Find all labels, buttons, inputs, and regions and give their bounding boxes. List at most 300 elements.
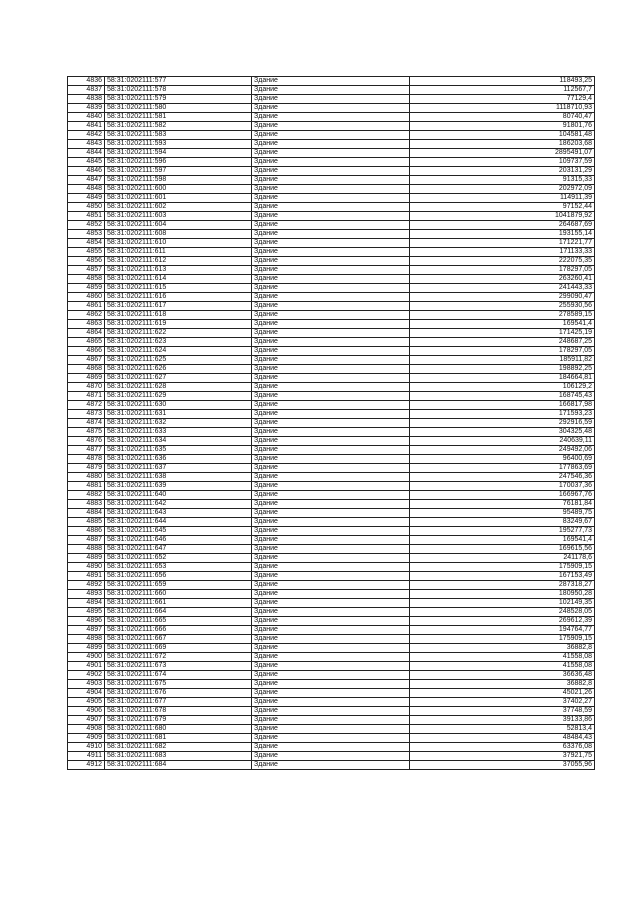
cadastral-number: 58:31:0202111:664 (105, 608, 252, 617)
cadastral-number: 58:31:0202111:626 (105, 365, 252, 374)
row-number: 4863 (68, 320, 105, 329)
row-number: 4859 (68, 284, 105, 293)
cadastral-value: 180950,28 (410, 590, 595, 599)
row-number: 4911 (68, 752, 105, 761)
table-row (68, 248, 595, 257)
object-type: Здание (252, 185, 410, 194)
cadastral-value: 175909,15 (410, 635, 595, 644)
object-type: Здание (252, 257, 410, 266)
table-row (68, 545, 595, 554)
table-row (68, 149, 595, 158)
cadastral-value: 177863,69 (410, 464, 595, 473)
row-number: 4881 (68, 482, 105, 491)
cadastral-value: 304325,48 (410, 428, 595, 437)
cadastral-value: 247546,36 (410, 473, 595, 482)
cadastral-number: 58:31:0202111:629 (105, 392, 252, 401)
cadastral-number: 58:31:0202111:681 (105, 734, 252, 743)
row-number: 4857 (68, 266, 105, 275)
object-type: Здание (252, 338, 410, 347)
table-row (68, 140, 595, 149)
cadastral-value: 222075,35 (410, 257, 595, 266)
cadastral-number: 58:31:0202111:640 (105, 491, 252, 500)
cadastral-value: 241443,33 (410, 284, 595, 293)
cadastral-value: 171133,33 (410, 248, 595, 257)
cadastral-number: 58:31:0202111:611 (105, 248, 252, 257)
row-number: 4909 (68, 734, 105, 743)
table-row (68, 176, 595, 185)
table-row (68, 194, 595, 203)
row-number: 4840 (68, 113, 105, 122)
object-type: Здание (252, 284, 410, 293)
cadastral-number: 58:31:0202111:684 (105, 761, 252, 770)
cadastral-value: 112567,7 (410, 86, 595, 95)
row-number: 4907 (68, 716, 105, 725)
cadastral-value: 171425,19 (410, 329, 595, 338)
cadastral-number: 58:31:0202111:683 (105, 752, 252, 761)
object-type: Здание (252, 455, 410, 464)
object-type: Здание (252, 446, 410, 455)
object-type: Здание (252, 392, 410, 401)
table-row (68, 653, 595, 662)
cadastral-number: 58:31:0202111:647 (105, 545, 252, 554)
row-number: 4891 (68, 572, 105, 581)
cadastral-number: 58:31:0202111:583 (105, 131, 252, 140)
object-type: Здание (252, 113, 410, 122)
row-number: 4883 (68, 500, 105, 509)
cadastral-value: 95489,75 (410, 509, 595, 518)
table-row (68, 266, 595, 275)
cadastral-number: 58:31:0202111:659 (105, 581, 252, 590)
cadastral-value: 278589,15 (410, 311, 595, 320)
cadastral-value: 36636,48 (410, 671, 595, 680)
table-row (68, 320, 595, 329)
row-number: 4836 (68, 77, 105, 86)
row-number: 4846 (68, 167, 105, 176)
object-type: Здание (252, 698, 410, 707)
object-type: Здание (252, 140, 410, 149)
table-row (68, 203, 595, 212)
cadastral-value: 299090,47 (410, 293, 595, 302)
cadastral-value: 169541,4 (410, 536, 595, 545)
cadastral-value: 97152,44 (410, 203, 595, 212)
object-type: Здание (252, 500, 410, 509)
table-row (68, 734, 595, 743)
cadastral-value: 175909,15 (410, 563, 595, 572)
cadastral-number: 58:31:0202111:604 (105, 221, 252, 230)
object-type: Здание (252, 239, 410, 248)
cadastral-value: 169541,4 (410, 320, 595, 329)
cadastral-value: 171221,77 (410, 239, 595, 248)
cadastral-value: 104581,48 (410, 131, 595, 140)
object-type: Здание (252, 608, 410, 617)
cadastral-value: 170037,36 (410, 482, 595, 491)
object-type: Здание (252, 653, 410, 662)
table-row (68, 761, 595, 770)
object-type: Здание (252, 311, 410, 320)
cadastral-number: 58:31:0202111:669 (105, 644, 252, 653)
row-number: 4882 (68, 491, 105, 500)
cadastral-value: 39133,86 (410, 716, 595, 725)
object-type: Здание (252, 248, 410, 257)
table-row (68, 428, 595, 437)
cadastral-number: 58:31:0202111:660 (105, 590, 252, 599)
table-row (68, 446, 595, 455)
cadastral-number: 58:31:0202111:634 (105, 437, 252, 446)
cadastral-number: 58:31:0202111:674 (105, 671, 252, 680)
cadastral-number: 58:31:0202111:613 (105, 266, 252, 275)
cadastral-value: 37921,75 (410, 752, 595, 761)
property-table-body (68, 77, 595, 770)
cadastral-number: 58:31:0202111:665 (105, 617, 252, 626)
row-number: 4901 (68, 662, 105, 671)
row-number: 4864 (68, 329, 105, 338)
row-number: 4875 (68, 428, 105, 437)
cadastral-value: 185911,82 (410, 356, 595, 365)
object-type: Здание (252, 509, 410, 518)
cadastral-number: 58:31:0202111:677 (105, 698, 252, 707)
table-row (68, 239, 595, 248)
object-type: Здание (252, 419, 410, 428)
object-type: Здание (252, 671, 410, 680)
cadastral-number: 58:31:0202111:644 (105, 518, 252, 527)
table-row (68, 518, 595, 527)
row-number: 4838 (68, 95, 105, 104)
cadastral-number: 58:31:0202111:593 (105, 140, 252, 149)
cadastral-number: 58:31:0202111:601 (105, 194, 252, 203)
table-row (68, 491, 595, 500)
cadastral-value: 41558,08 (410, 662, 595, 671)
row-number: 4865 (68, 338, 105, 347)
row-number: 4910 (68, 743, 105, 752)
document-page (67, 76, 592, 770)
object-type: Здание (252, 761, 410, 770)
cadastral-value: 178297,05 (410, 347, 595, 356)
table-row (68, 473, 595, 482)
object-type: Здание (252, 149, 410, 158)
cadastral-number: 58:31:0202111:637 (105, 464, 252, 473)
row-number: 4902 (68, 671, 105, 680)
row-number: 4906 (68, 707, 105, 716)
object-type: Здание (252, 383, 410, 392)
row-number: 4904 (68, 689, 105, 698)
row-number: 4837 (68, 86, 105, 95)
cadastral-value: 109737,59 (410, 158, 595, 167)
row-number: 4885 (68, 518, 105, 527)
table-row (68, 419, 595, 428)
object-type: Здание (252, 545, 410, 554)
cadastral-number: 58:31:0202111:602 (105, 203, 252, 212)
table-row (68, 716, 595, 725)
object-type: Здание (252, 743, 410, 752)
table-row (68, 599, 595, 608)
row-number: 4897 (68, 626, 105, 635)
row-number: 4884 (68, 509, 105, 518)
cadastral-value: 168745,43 (410, 392, 595, 401)
object-type: Здание (252, 680, 410, 689)
cadastral-value: 287318,27 (410, 581, 595, 590)
cadastral-value: 171593,23 (410, 410, 595, 419)
row-number: 4841 (68, 122, 105, 131)
row-number: 4847 (68, 176, 105, 185)
cadastral-number: 58:31:0202111:642 (105, 500, 252, 509)
cadastral-number: 58:31:0202111:610 (105, 239, 252, 248)
table-row (68, 365, 595, 374)
object-type: Здание (252, 203, 410, 212)
object-type: Здание (252, 581, 410, 590)
cadastral-value: 241178,6 (410, 554, 595, 563)
object-type: Здание (252, 635, 410, 644)
row-number: 4843 (68, 140, 105, 149)
table-row (68, 671, 595, 680)
cadastral-value: 248687,25 (410, 338, 595, 347)
table-row (68, 527, 595, 536)
cadastral-number: 58:31:0202111:622 (105, 329, 252, 338)
table-row (68, 689, 595, 698)
table-row (68, 743, 595, 752)
table-row (68, 626, 595, 635)
cadastral-number: 58:31:0202111:673 (105, 662, 252, 671)
cadastral-value: 118493,25 (410, 77, 595, 86)
table-row (68, 662, 595, 671)
table-row (68, 167, 595, 176)
object-type: Здание (252, 644, 410, 653)
object-type: Здание (252, 590, 410, 599)
cadastral-number: 58:31:0202111:612 (105, 257, 252, 266)
object-type: Здание (252, 563, 410, 572)
cadastral-number: 58:31:0202111:596 (105, 158, 252, 167)
row-number: 4903 (68, 680, 105, 689)
row-number: 4908 (68, 725, 105, 734)
row-number: 4868 (68, 365, 105, 374)
object-type: Здание (252, 167, 410, 176)
cadastral-number: 58:31:0202111:628 (105, 383, 252, 392)
row-number: 4886 (68, 527, 105, 536)
property-table (67, 76, 595, 770)
table-row (68, 212, 595, 221)
cadastral-number: 58:31:0202111:579 (105, 95, 252, 104)
cadastral-value: 292916,59 (410, 419, 595, 428)
cadastral-number: 58:31:0202111:597 (105, 167, 252, 176)
cadastral-value: 2895491,07 (410, 149, 595, 158)
table-row (68, 572, 595, 581)
row-number: 4905 (68, 698, 105, 707)
cadastral-value: 36882,8 (410, 680, 595, 689)
table-row (68, 347, 595, 356)
row-number: 4851 (68, 212, 105, 221)
cadastral-value: 255930,56 (410, 302, 595, 311)
row-number: 4866 (68, 347, 105, 356)
row-number: 4880 (68, 473, 105, 482)
cadastral-value: 106129,2 (410, 383, 595, 392)
table-row (68, 617, 595, 626)
object-type: Здание (252, 293, 410, 302)
cadastral-number: 58:31:0202111:578 (105, 86, 252, 95)
cadastral-number: 58:31:0202111:614 (105, 275, 252, 284)
row-number: 4856 (68, 257, 105, 266)
cadastral-value: 166817,98 (410, 401, 595, 410)
table-row (68, 383, 595, 392)
cadastral-value: 184664,81 (410, 374, 595, 383)
cadastral-value: 63376,08 (410, 743, 595, 752)
row-number: 4873 (68, 410, 105, 419)
cadastral-number: 58:31:0202111:603 (105, 212, 252, 221)
row-number: 4849 (68, 194, 105, 203)
cadastral-number: 58:31:0202111:672 (105, 653, 252, 662)
object-type: Здание (252, 491, 410, 500)
cadastral-number: 58:31:0202111:678 (105, 707, 252, 716)
table-row (68, 464, 595, 473)
table-row (68, 554, 595, 563)
object-type: Здание (252, 662, 410, 671)
cadastral-number: 58:31:0202111:582 (105, 122, 252, 131)
cadastral-number: 58:31:0202111:600 (105, 185, 252, 194)
row-number: 4858 (68, 275, 105, 284)
object-type: Здание (252, 734, 410, 743)
cadastral-value: 1118710,93 (410, 104, 595, 113)
cadastral-value: 114911,39 (410, 194, 595, 203)
table-row (68, 401, 595, 410)
row-number: 4869 (68, 374, 105, 383)
cadastral-value: 37055,96 (410, 761, 595, 770)
table-row (68, 113, 595, 122)
object-type: Здание (252, 221, 410, 230)
object-type: Здание (252, 410, 410, 419)
object-type: Здание (252, 464, 410, 473)
cadastral-number: 58:31:0202111:636 (105, 455, 252, 464)
table-row (68, 338, 595, 347)
cadastral-number: 58:31:0202111:632 (105, 419, 252, 428)
row-number: 4853 (68, 230, 105, 239)
cadastral-value: 169615,56 (410, 545, 595, 554)
object-type: Здание (252, 158, 410, 167)
row-number: 4848 (68, 185, 105, 194)
cadastral-value: 83249,67 (410, 518, 595, 527)
row-number: 4874 (68, 419, 105, 428)
object-type: Здание (252, 437, 410, 446)
cadastral-value: 248528,05 (410, 608, 595, 617)
cadastral-value: 263260,41 (410, 275, 595, 284)
cadastral-number: 58:31:0202111:617 (105, 302, 252, 311)
row-number: 4878 (68, 455, 105, 464)
object-type: Здание (252, 536, 410, 545)
table-row (68, 590, 595, 599)
row-number: 4895 (68, 608, 105, 617)
row-number: 4850 (68, 203, 105, 212)
object-type: Здание (252, 230, 410, 239)
row-number: 4892 (68, 581, 105, 590)
cadastral-number: 58:31:0202111:635 (105, 446, 252, 455)
cadastral-number: 58:31:0202111:656 (105, 572, 252, 581)
cadastral-value: 203131,29 (410, 167, 595, 176)
object-type: Здание (252, 599, 410, 608)
cadastral-number: 58:31:0202111:682 (105, 743, 252, 752)
cadastral-value: 186203,68 (410, 140, 595, 149)
cadastral-number: 58:31:0202111:661 (105, 599, 252, 608)
row-number: 4889 (68, 554, 105, 563)
table-row (68, 284, 595, 293)
object-type: Здание (252, 131, 410, 140)
cadastral-number: 58:31:0202111:630 (105, 401, 252, 410)
row-number: 4845 (68, 158, 105, 167)
table-row (68, 185, 595, 194)
row-number: 4842 (68, 131, 105, 140)
row-number: 4912 (68, 761, 105, 770)
table-row (68, 680, 595, 689)
cadastral-value: 96400,69 (410, 455, 595, 464)
table-row (68, 500, 595, 509)
table-row (68, 392, 595, 401)
object-type: Здание (252, 365, 410, 374)
object-type: Здание (252, 176, 410, 185)
cadastral-number: 58:31:0202111:594 (105, 149, 252, 158)
row-number: 4877 (68, 446, 105, 455)
object-type: Здание (252, 626, 410, 635)
row-number: 4893 (68, 590, 105, 599)
cadastral-number: 58:31:0202111:675 (105, 680, 252, 689)
object-type: Здание (252, 212, 410, 221)
cadastral-number: 58:31:0202111:639 (105, 482, 252, 491)
row-number: 4860 (68, 293, 105, 302)
row-number: 4844 (68, 149, 105, 158)
cadastral-value: 36882,8 (410, 644, 595, 653)
table-row (68, 482, 595, 491)
object-type: Здание (252, 527, 410, 536)
cadastral-value: 52813,4 (410, 725, 595, 734)
cadastral-value: 91315,33 (410, 176, 595, 185)
cadastral-number: 58:31:0202111:608 (105, 230, 252, 239)
table-row (68, 221, 595, 230)
table-row (68, 302, 595, 311)
table-row (68, 86, 595, 95)
table-row (68, 374, 595, 383)
row-number: 4871 (68, 392, 105, 401)
row-number: 4890 (68, 563, 105, 572)
object-type: Здание (252, 275, 410, 284)
cadastral-number: 58:31:0202111:679 (105, 716, 252, 725)
table-row (68, 455, 595, 464)
table-row (68, 707, 595, 716)
table-row (68, 275, 595, 284)
cadastral-number: 58:31:0202111:646 (105, 536, 252, 545)
table-row (68, 536, 595, 545)
table-row (68, 410, 595, 419)
cadastral-value: 41558,08 (410, 653, 595, 662)
table-row (68, 644, 595, 653)
object-type: Здание (252, 617, 410, 626)
object-type: Здание (252, 716, 410, 725)
cadastral-number: 58:31:0202111:627 (105, 374, 252, 383)
object-type: Здание (252, 194, 410, 203)
cadastral-value: 167153,49 (410, 572, 595, 581)
cadastral-number: 58:31:0202111:652 (105, 554, 252, 563)
cadastral-value: 166967,76 (410, 491, 595, 500)
row-number: 4862 (68, 311, 105, 320)
cadastral-value: 76181,84 (410, 500, 595, 509)
object-type: Здание (252, 347, 410, 356)
object-type: Здание (252, 320, 410, 329)
cadastral-value: 249492,06 (410, 446, 595, 455)
cadastral-number: 58:31:0202111:618 (105, 311, 252, 320)
table-row (68, 437, 595, 446)
object-type: Здание (252, 473, 410, 482)
table-row (68, 77, 595, 86)
object-type: Здание (252, 122, 410, 131)
object-type: Здание (252, 95, 410, 104)
cadastral-value: 37402,27 (410, 698, 595, 707)
table-row (68, 104, 595, 113)
cadastral-value: 193155,14 (410, 230, 595, 239)
cadastral-number: 58:31:0202111:680 (105, 725, 252, 734)
